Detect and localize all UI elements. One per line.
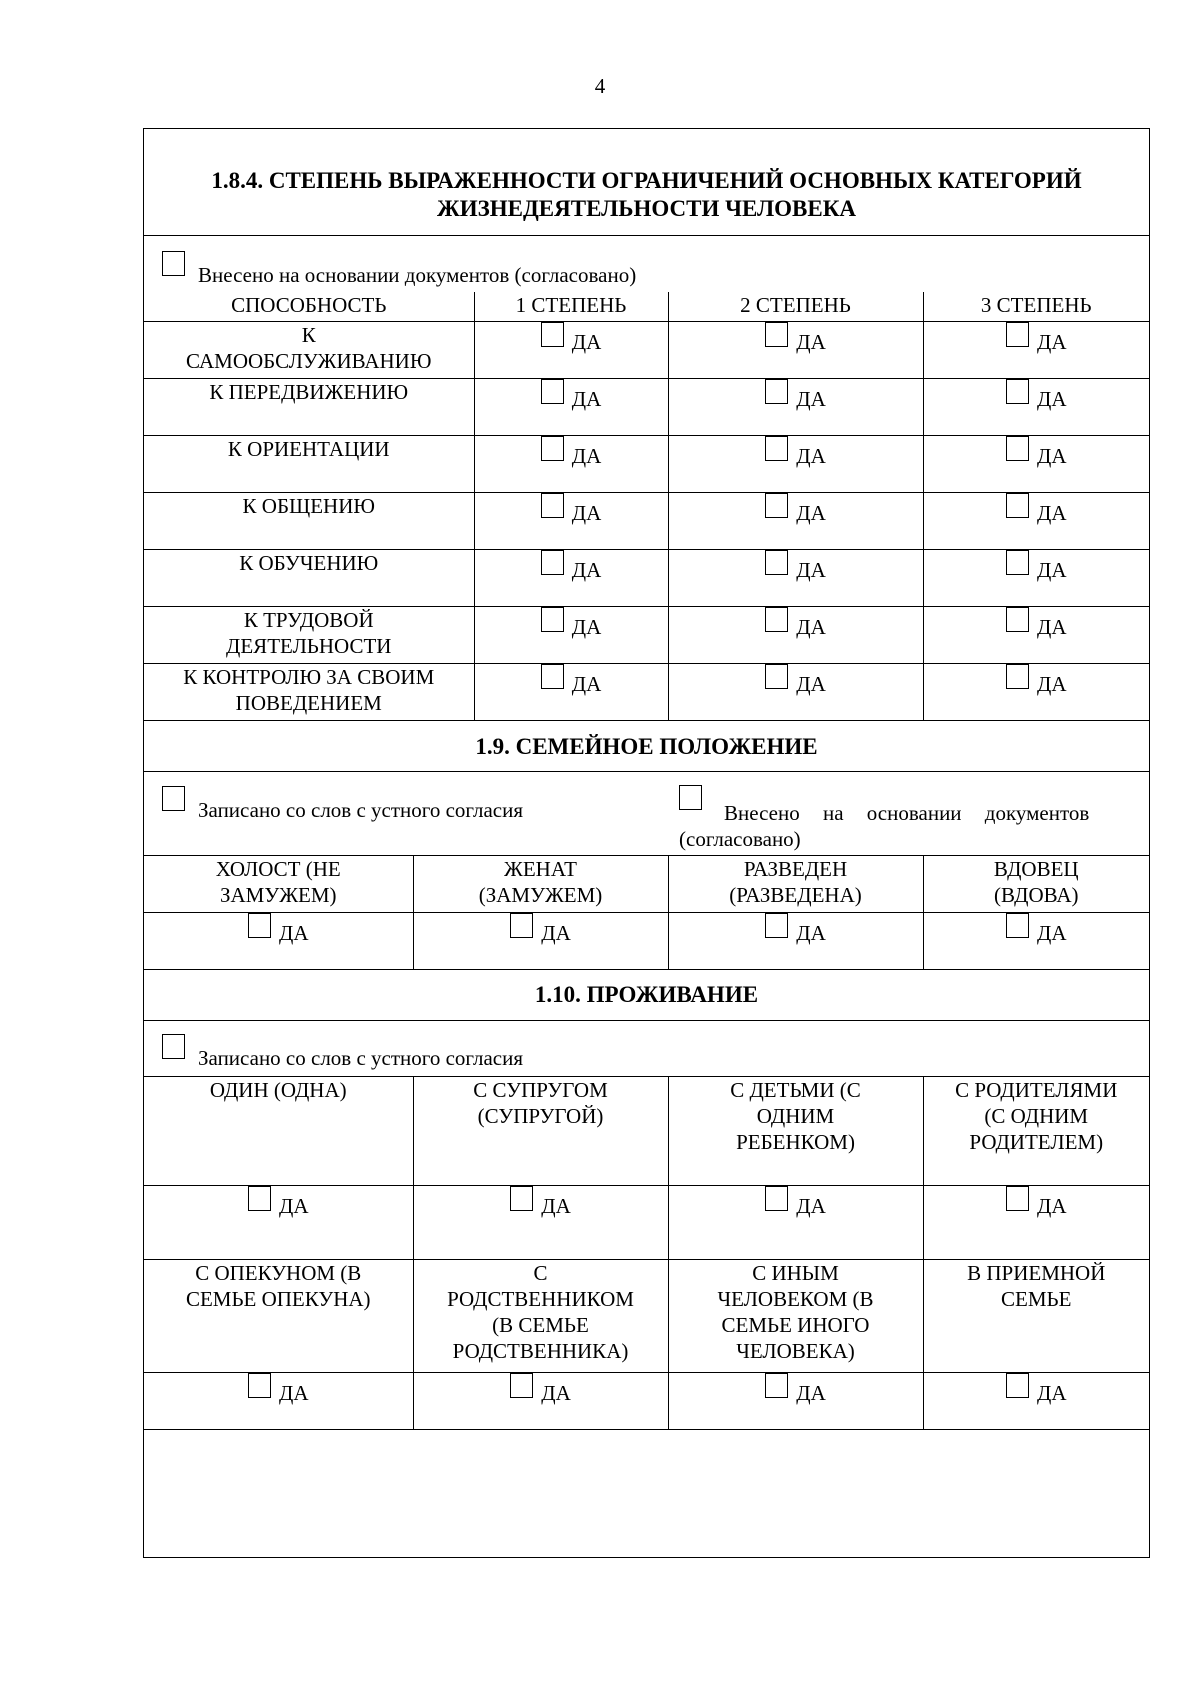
degree-cell [668,321,923,378]
checkbox-movement-degree-2[interactable] [765,379,788,404]
marital-answer-row [144,913,1149,970]
checkbox-orientation-degree-2[interactable] [765,436,788,461]
checkbox-divorced[interactable] [765,913,788,938]
yes-label: ДА [541,1194,571,1218]
checkbox-married[interactable] [510,913,533,938]
checkbox-selfcare-degree-2[interactable] [765,322,788,347]
header-relative: С РОДСТВЕННИКОМ (В СЕМЬЕ РОДСТВЕННИКА) [413,1260,668,1373]
checkbox-oral-consent[interactable] [162,786,185,811]
answer-cell [923,1186,1149,1260]
answer-cell [144,1186,413,1260]
yes-label: ДА [1037,443,1067,468]
checkbox-behavior-degree-2[interactable] [765,664,788,689]
answer-cell [144,1373,413,1430]
header-single: ХОЛОСТ (НЕ ЗАМУЖЕМ) [144,856,413,913]
checkbox-work-degree-1[interactable] [541,607,564,632]
ability-label: К ПЕРЕДВИЖЕНИЮ [144,378,474,435]
checkbox-orientation-degree-1[interactable] [541,436,564,461]
yes-label: ДА [796,329,826,354]
degree-cell [474,378,668,435]
degree-cell [923,321,1149,378]
answer-cell [668,1373,923,1430]
ability-label: К ОБЩЕНИЮ [144,492,474,549]
table-header-row [144,292,1149,321]
checkbox-selfcare-degree-1[interactable] [541,322,564,347]
header-ability: СПОСОБНОСТЬ [144,292,474,321]
header-spouse: С СУПРУГОМ (СУПРУГОЙ) [413,1077,668,1186]
table-row [144,492,1149,549]
section-19-heading [144,720,1149,772]
checkbox-foster-family[interactable] [1006,1373,1029,1398]
checkbox-learning-degree-2[interactable] [765,550,788,575]
section-110-heading [144,969,1149,1021]
ability-label: К КОНТРОЛЮ ЗА СВОИМ ПОВЕДЕНИЕМ [144,663,474,720]
degree-cell [923,492,1149,549]
degree-cell [923,663,1149,720]
yes-label: ДА [796,500,826,525]
checkbox-behavior-degree-1[interactable] [541,664,564,689]
form-frame [143,128,1150,1558]
note-label: Записано со слов с устного согласия [198,1046,523,1070]
table-row [144,435,1149,492]
degree-cell [668,663,923,720]
degree-cell [474,435,668,492]
ability-label: К САМООБСЛУЖИВАНИЮ [144,321,474,378]
yes-label: ДА [571,386,602,411]
degree-cell [474,492,668,549]
degree-cell [923,378,1149,435]
checkbox-learning-degree-3[interactable] [1006,550,1029,575]
residence-answer-row-1 [144,1186,1149,1260]
header-widowed: ВДОВЕЦ (ВДОВА) [923,856,1149,913]
degree-cell [668,606,923,663]
note-right-line1: Внесено на основании документов [724,801,1090,825]
section-110-note [162,1046,523,1071]
yes-label: ДА [541,1381,571,1405]
checkbox-communication-degree-2[interactable] [765,493,788,518]
yes-label: ДА [571,329,602,354]
checkbox-widowed[interactable] [1006,913,1029,938]
checkbox-communication-degree-1[interactable] [541,493,564,518]
yes-label: ДА [279,1194,309,1218]
yes-label: ДА [796,1194,826,1218]
header-married: ЖЕНАТ (ЗАМУЖЕМ) [413,856,668,913]
checkbox-work-degree-2[interactable] [765,607,788,632]
degree-cell [668,435,923,492]
answer-cell: ДА [923,913,1149,970]
checkbox-communication-degree-3[interactable] [1006,493,1029,518]
note-right-line2: (согласовано) [679,827,801,851]
answer-cell [923,1373,1149,1430]
header-degree-1: 1 СТЕПЕНЬ [474,292,668,321]
page-number: 4 [594,74,606,98]
note-left-label: Записано со слов с устного согласия [198,798,523,822]
checkbox-learning-degree-1[interactable] [541,550,564,575]
header-parents: С РОДИТЕЛЯМИ (С ОДНИМ РОДИТЕЛЕМ) [923,1077,1149,1186]
degree-cell [668,492,923,549]
yes-label: ДА [571,614,602,639]
yes-label: ДА [796,386,826,411]
checkbox-guardian[interactable] [248,1373,271,1398]
header-guardian: С ОПЕКУНОМ (В СЕМЬЕ ОПЕКУНА) [144,1260,413,1373]
yes-label: ДА [796,614,826,639]
table-row [144,378,1149,435]
ability-label: К ОБУЧЕНИЮ [144,549,474,606]
header-children: С ДЕТЬМИ (С ОДНИМ РЕБЕНКОМ) [668,1077,923,1186]
yes-label: ДА [796,443,826,468]
degree-cell [474,663,668,720]
checkbox-movement-degree-3[interactable] [1006,379,1029,404]
checkbox-other-person[interactable] [765,1373,788,1398]
checkbox-spouse[interactable] [510,1186,533,1211]
checkbox-parents[interactable] [1006,1186,1029,1211]
residence-table [144,1076,1149,1430]
section-184-note [162,263,636,288]
degree-cell [923,606,1149,663]
degree-cell [474,606,668,663]
checkbox-documents[interactable] [162,251,185,276]
section-184-heading [144,129,1149,236]
checkbox-single[interactable] [248,913,271,938]
section-184-title-line2: ЖИЗНЕДЕЯТЕЛЬНОСТИ ЧЕЛОВЕКА [436,196,857,221]
checkbox-children[interactable] [765,1186,788,1211]
degree-cell [668,549,923,606]
section-110-title: 1.10. ПРОЖИВАНИЕ [534,982,759,1007]
table-row [144,321,1149,378]
header-degree-2: 2 СТЕПЕНЬ [668,292,923,321]
checkbox-orientation-degree-3[interactable] [1006,436,1029,461]
checkbox-work-degree-3[interactable] [1006,607,1029,632]
header-foster-family: В ПРИЕМНОЙ СЕМЬЕ [923,1260,1149,1373]
section-19-title: 1.9. СЕМЕЙНОЕ ПОЛОЖЕНИЕ [475,734,818,759]
yes-label: ДА [279,1381,309,1405]
yes-label: ДА [1037,557,1067,582]
checkbox-selfcare-degree-3[interactable] [1006,322,1029,347]
section-184-title-line1: 1.8.4. СТЕПЕНЬ ВЫРАЖЕННОСТИ ОГРАНИЧЕНИЙ ОСНОВНЫХ КАТЕГОРИЙ [211,168,1082,193]
yes-label: ДА [571,557,602,582]
degree-cell [474,549,668,606]
yes-label: ДА [796,557,826,582]
yes-label: ДА [1037,1194,1067,1218]
residence-answer-row-2 [144,1373,1149,1430]
answer-cell: ДА [144,913,413,970]
table-row [144,606,1149,663]
marital-status-table [144,855,1149,970]
yes-label: ДА [1037,329,1067,354]
checkbox-alone[interactable] [248,1186,271,1211]
answer-cell: ДА [413,913,668,970]
answer-cell [413,1373,668,1430]
section-19-note-right [679,785,1139,854]
answer-cell [668,1186,923,1260]
checkbox-behavior-degree-3[interactable] [1006,664,1029,689]
yes-label: ДА [1037,500,1067,525]
table-row [144,549,1149,606]
header-alone: ОДИН (ОДНА) [144,1077,413,1186]
degree-cell [923,435,1149,492]
degree-cell [923,549,1149,606]
checkbox-relative[interactable] [510,1373,533,1398]
yes-label: ДА [1037,1381,1067,1405]
yes-label: ДА [571,443,602,468]
yes-label: ДА [796,671,826,696]
limitations-table [144,292,1149,721]
answer-cell [413,1186,668,1260]
checkbox-oral-consent-110[interactable] [162,1034,185,1059]
ability-label: К ОРИЕНТАЦИИ [144,435,474,492]
header-degree-3: 3 СТЕПЕНЬ [923,292,1149,321]
residence-header-row-2 [144,1260,1149,1373]
yes-label: ДА [796,1381,826,1405]
header-other-person: С ИНЫМ ЧЕЛОВЕКОМ (В СЕМЬЕ ИНОГО ЧЕЛОВЕКА) [668,1260,923,1373]
checkbox-movement-degree-1[interactable] [541,379,564,404]
degree-cell [668,378,923,435]
answer-cell: ДА [668,913,923,970]
yes-label: ДА [571,500,602,525]
yes-label: ДА [1037,614,1067,639]
checkbox-documents-19[interactable] [679,785,702,810]
note-label: Внесено на основании документов (согласовано) [198,263,637,287]
yes-label: ДА [571,671,602,696]
header-divorced: РАЗВЕДЕН (РАЗВЕДЕНА) [668,856,923,913]
marital-header-row [144,856,1149,913]
degree-cell [474,321,668,378]
ability-label: К ТРУДОВОЙ ДЕЯТЕЛЬНОСТИ [144,606,474,663]
residence-header-row-1 [144,1077,1149,1186]
section-19-note-left [162,798,523,823]
yes-label: ДА [1037,671,1067,696]
table-row [144,663,1149,720]
yes-label: ДА [1037,386,1067,411]
